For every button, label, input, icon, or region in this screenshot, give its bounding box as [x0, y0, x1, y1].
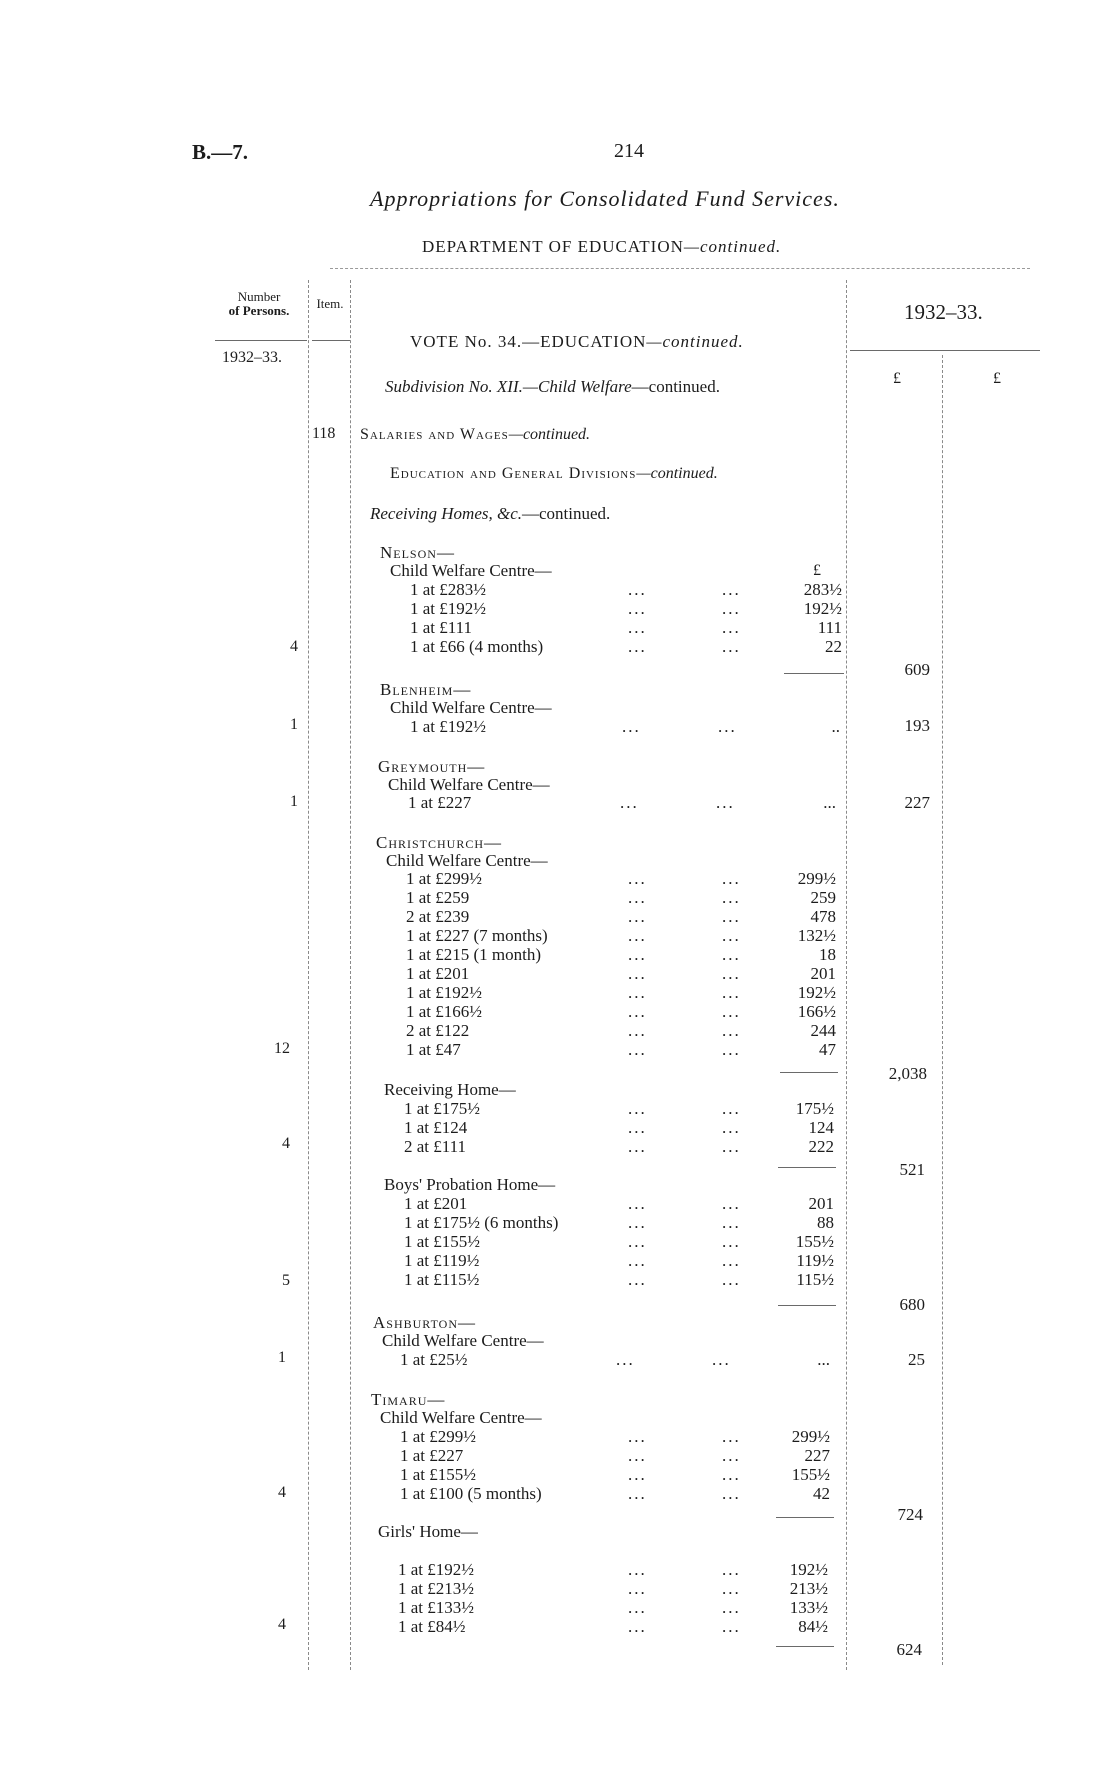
persons-header — [212, 290, 306, 318]
timaru-row-dots2: ... — [722, 1465, 741, 1484]
boys-home-row-dots2: ... — [722, 1213, 741, 1232]
nelson-centre: Child Welfare Centre— — [390, 561, 552, 580]
christchurch-row-label: 1 at £259 — [406, 888, 470, 907]
nelson-row-dots2: ... — [722, 637, 741, 656]
timaru-row-dots2: ... — [722, 1446, 741, 1465]
christchurch-row-dots2: ... — [722, 869, 741, 888]
christchurch-row-label: 1 at £215 (1 month) — [406, 945, 542, 964]
item-number: 118 — [312, 425, 336, 442]
girls-home-row-dots2: ... — [722, 1560, 741, 1579]
page-reference: B.—7. — [192, 140, 249, 164]
divisions-text: Education and General Divisions — [390, 465, 637, 482]
nelson-row-dots1: ... — [628, 637, 647, 656]
ashburton-row-dots3: ... — [817, 1350, 830, 1369]
boys-home-row-value: 201 — [808, 1194, 834, 1213]
christchurch-subtotal-rule — [780, 1072, 838, 1073]
girls-home-row-dots2: ... — [722, 1598, 741, 1617]
persons-header-line2: of Persons. — [228, 303, 290, 318]
nelson-row-label: 1 at £66 (4 months) — [410, 637, 544, 656]
nelson-row-dots1: ... — [628, 580, 647, 599]
christchurch-row-dots2: ... — [722, 1002, 741, 1021]
girls-home-total: 624 — [896, 1640, 922, 1659]
vote-title-text: VOTE No. 34.—EDUCATION — [410, 332, 647, 351]
christchurch-row-dots2: ... — [722, 983, 741, 1002]
receiving-heading — [370, 504, 610, 524]
girls-home-row-value: 133½ — [789, 1598, 828, 1617]
girls-home-row-dots1: ... — [628, 1560, 647, 1579]
vote-title-continued: —continued. — [646, 332, 744, 351]
timaru-row-label: 1 at £299½ — [400, 1427, 477, 1446]
nelson-row-value: 22 — [825, 637, 842, 656]
girls-home-centre: Girls' Home— — [378, 1522, 478, 1541]
nelson-row-label: 1 at £111 — [410, 618, 473, 637]
christchurch-row-label: 2 at £239 — [406, 907, 470, 926]
receiving-home-row-dots2: ... — [722, 1137, 741, 1156]
boys-home-row-value: 88 — [817, 1213, 834, 1232]
christchurch-row-value: 244 — [810, 1021, 836, 1040]
girls-home-row-dots2: ... — [722, 1579, 741, 1598]
receiving-home-row-label: 1 at £175½ — [404, 1099, 481, 1118]
timaru-total: 724 — [897, 1505, 923, 1524]
vote-title — [410, 332, 744, 352]
christchurch-row-dots2: ... — [722, 964, 741, 983]
total-pound-sign: £ — [993, 370, 1001, 387]
christchurch-row-label: 1 at £227 (7 months) — [406, 926, 548, 945]
christchurch-row-dots1: ... — [628, 1002, 647, 1021]
ashburton-row-dots2: ... — [712, 1350, 731, 1369]
receiving-home-row-value: 124 — [808, 1118, 834, 1137]
receiving-home-row-value: 175½ — [795, 1099, 834, 1118]
boys-home-row-label: 1 at £201 — [404, 1194, 468, 1213]
divisions-continued: —continued. — [636, 465, 718, 482]
department-heading — [422, 237, 781, 257]
timaru-row-label: 1 at £100 (5 months) — [400, 1484, 542, 1503]
timaru-row-value: 299½ — [791, 1427, 830, 1446]
salaries-heading — [360, 426, 590, 444]
timaru-row-dots2: ... — [722, 1484, 741, 1503]
receiving-home-row-dots2: ... — [722, 1099, 741, 1118]
christchurch-row-value: 192½ — [797, 983, 836, 1002]
receiving-home-row-value: 222 — [808, 1137, 834, 1156]
page-number: 214 — [614, 140, 644, 162]
greymouth-centre: Child Welfare Centre— — [388, 775, 550, 794]
department-continued: —continued. — [683, 237, 782, 256]
christchurch-row-value: 166½ — [797, 1002, 836, 1021]
item-header-rule — [312, 340, 350, 341]
item-column-rule — [350, 280, 351, 1670]
girls-home-row-dots1: ... — [628, 1617, 647, 1636]
timaru-row-label: 1 at £155½ — [400, 1465, 477, 1484]
blenheim-row-dots1: ... — [622, 717, 641, 736]
timaru-centre: Child Welfare Centre— — [380, 1408, 542, 1427]
receiving-home-centre: Receiving Home— — [384, 1080, 516, 1099]
boys-home-row-label: 1 at £115½ — [404, 1270, 480, 1289]
girls-home-row-label: 1 at £84½ — [398, 1617, 466, 1636]
greymouth-persons: 1 — [290, 793, 298, 810]
girls-home-row-label: 1 at £213½ — [398, 1579, 475, 1598]
boys-home-row-dots1: ... — [628, 1232, 647, 1251]
receiving-home-persons: 4 — [282, 1135, 290, 1152]
christchurch-row-dots1: ... — [628, 983, 647, 1002]
receiving-home-row-dots1: ... — [628, 1118, 647, 1137]
receiving-home-row-label: 1 at £124 — [404, 1118, 468, 1137]
christchurch-row-dots1: ... — [628, 888, 647, 907]
christchurch-row-dots2: ... — [722, 945, 741, 964]
christchurch-row-label: 1 at £201 — [406, 964, 470, 983]
nelson-row-value: 192½ — [803, 599, 842, 618]
receiving-home-total: 521 — [899, 1160, 925, 1179]
girls-home-row-dots1: ... — [628, 1598, 647, 1617]
detail-pound-sign: £ — [893, 370, 901, 387]
ashburton-centre: Child Welfare Centre— — [382, 1331, 544, 1350]
boys-home-row-dots1: ... — [628, 1270, 647, 1289]
christchurch-row-value: 47 — [819, 1040, 836, 1059]
nelson-row-dots2: ... — [722, 599, 741, 618]
nelson-row-dots2: ... — [722, 580, 741, 599]
timaru-row-dots1: ... — [628, 1465, 647, 1484]
boys-home-subtotal-rule — [778, 1305, 836, 1306]
christchurch-centre: Child Welfare Centre— — [386, 851, 548, 870]
girls-home-row-value: 192½ — [789, 1560, 828, 1579]
ashburton-row-label: 1 at £25½ — [400, 1350, 468, 1369]
christchurch-row-dots1: ... — [628, 926, 647, 945]
christchurch-row-dots1: ... — [628, 907, 647, 926]
christchurch-row-dots2: ... — [722, 907, 741, 926]
boys-home-persons: 5 — [282, 1272, 290, 1289]
timaru-persons: 4 — [278, 1484, 286, 1501]
nelson-persons: 4 — [290, 638, 298, 655]
subdivision-title — [385, 377, 720, 397]
girls-home-row-label: 1 at £133½ — [398, 1598, 475, 1617]
boys-home-row-value: 155½ — [795, 1232, 834, 1251]
greymouth-place: Greymouth— — [378, 757, 486, 776]
timaru-row-dots1: ... — [628, 1427, 647, 1446]
nelson-subtotal-rule — [784, 673, 844, 674]
boys-home-row-label: 1 at £175½ (6 months) — [404, 1213, 559, 1232]
timaru-row-dots1: ... — [628, 1446, 647, 1465]
girls-home-row-value: 213½ — [789, 1579, 828, 1598]
timaru-row-value: 227 — [804, 1446, 830, 1465]
christchurch-row-dots1: ... — [628, 1021, 647, 1040]
nelson-row-label: 1 at £283½ — [410, 580, 487, 599]
greymouth-row-dots3: ... — [823, 793, 836, 812]
timaru-row-dots1: ... — [628, 1484, 647, 1503]
boys-home-row-dots1: ... — [628, 1251, 647, 1270]
girls-home-row-value: 84½ — [798, 1617, 828, 1636]
girls-home-row-dots1: ... — [628, 1579, 647, 1598]
christchurch-row-dots1: ... — [628, 1040, 647, 1059]
receiving-continued: —continued. — [522, 504, 611, 523]
nelson-row-dots2: ... — [722, 618, 741, 637]
christchurch-row-label: 1 at £166½ — [406, 1002, 483, 1021]
nelson-total: 609 — [904, 660, 930, 679]
blenheim-row-dots2: ... — [718, 717, 737, 736]
girls-home-persons: 4 — [278, 1616, 286, 1633]
christchurch-row-label: 1 at £192½ — [406, 983, 483, 1002]
ashburton-row-dots1: ... — [616, 1350, 635, 1369]
christchurch-row-value: 201 — [810, 964, 836, 983]
blenheim-persons: 1 — [290, 716, 298, 733]
boys-home-row-dots2: ... — [722, 1232, 741, 1251]
boys-home-row-dots1: ... — [628, 1213, 647, 1232]
christchurch-persons: 12 — [274, 1040, 290, 1057]
blenheim-row-dots3: .. — [831, 717, 840, 736]
ashburton-persons: 1 — [278, 1349, 286, 1366]
nelson-pound: £ — [813, 562, 821, 579]
receiving-home-row-dots2: ... — [722, 1118, 741, 1137]
christchurch-row-value: 132½ — [797, 926, 836, 945]
year-header-rule — [850, 350, 1040, 351]
header-rule — [330, 268, 1030, 269]
boys-home-row-dots2: ... — [722, 1194, 741, 1213]
salaries-text: Salaries and Wages — [360, 426, 509, 443]
boys-home-row-dots2: ... — [722, 1270, 741, 1289]
greymouth-row-dots2: ... — [716, 793, 735, 812]
detail-column-rule — [846, 280, 847, 1670]
christchurch-row-dots2: ... — [722, 926, 741, 945]
boys-home-row-label: 1 at £119½ — [404, 1251, 480, 1270]
greymouth-row-dots1: ... — [620, 793, 639, 812]
christchurch-row-dots2: ... — [722, 1040, 741, 1059]
page-title: Appropriations for Consolidated Fund Services. — [370, 186, 840, 211]
christchurch-row-value: 299½ — [797, 869, 836, 888]
blenheim-place: Blenheim— — [380, 680, 472, 699]
receiving-home-row-dots1: ... — [628, 1137, 647, 1156]
timaru-row-value: 42 — [813, 1484, 830, 1503]
total-column-rule — [942, 355, 943, 1665]
boys-home-row-dots1: ... — [628, 1194, 647, 1213]
boys-home-row-value: 115½ — [796, 1270, 834, 1289]
greymouth-row-label: 1 at £227 — [408, 793, 472, 812]
greymouth-total: 227 — [904, 793, 930, 812]
persons-column-rule — [308, 280, 309, 1670]
christchurch-row-label: 1 at £47 — [406, 1040, 461, 1059]
christchurch-row-dots1: ... — [628, 945, 647, 964]
timaru-row-label: 1 at £227 — [400, 1446, 464, 1465]
ashburton-place: Ashburton— — [373, 1313, 477, 1332]
nelson-row-label: 1 at £192½ — [410, 599, 487, 618]
receiving-text: Receiving Homes, &c. — [370, 504, 522, 523]
christchurch-row-label: 2 at £122 — [406, 1021, 470, 1040]
year-header: 1932–33. — [904, 300, 983, 324]
receiving-home-subtotal-rule — [778, 1167, 836, 1168]
blenheim-centre: Child Welfare Centre— — [390, 698, 552, 717]
boys-home-centre: Boys' Probation Home— — [384, 1175, 556, 1194]
christchurch-row-dots2: ... — [722, 1021, 741, 1040]
girls-home-row-dots2: ... — [722, 1617, 741, 1636]
receiving-home-row-dots1: ... — [628, 1099, 647, 1118]
nelson-place: Nelson— — [380, 543, 455, 562]
ashburton-total: 25 — [908, 1350, 925, 1369]
salaries-continued: —continued. — [508, 426, 591, 443]
boys-home-row-dots2: ... — [722, 1251, 741, 1270]
subdivision-text: Subdivision No. XII.—Child Welfare — [385, 377, 632, 396]
blenheim-total: 193 — [904, 716, 930, 735]
timaru-place: Timaru— — [371, 1390, 446, 1409]
nelson-row-dots1: ... — [628, 618, 647, 637]
item-header: Item. — [316, 296, 344, 311]
christchurch-row-dots1: ... — [628, 964, 647, 983]
subdivision-continued: —continued. — [631, 377, 720, 396]
nelson-row-value: 283½ — [803, 580, 842, 599]
boys-home-row-label: 1 at £155½ — [404, 1232, 481, 1251]
persons-year: 1932–33. — [222, 349, 282, 366]
boys-home-row-value: 119½ — [796, 1251, 834, 1270]
divisions-heading — [390, 465, 718, 483]
nelson-row-dots1: ... — [628, 599, 647, 618]
timaru-row-dots2: ... — [722, 1427, 741, 1446]
christchurch-total: 2,038 — [888, 1064, 927, 1083]
receiving-home-row-label: 2 at £111 — [404, 1137, 467, 1156]
timaru-row-value: 155½ — [791, 1465, 830, 1484]
persons-header-rule — [215, 340, 307, 341]
timaru-subtotal-rule — [776, 1517, 834, 1518]
christchurch-row-dots2: ... — [722, 888, 741, 907]
christchurch-row-label: 1 at £299½ — [406, 869, 483, 888]
christchurch-place: Christchurch— — [376, 833, 503, 852]
girls-home-subtotal-rule — [776, 1646, 834, 1647]
department-name: DEPARTMENT OF EDUCATION — [422, 237, 684, 256]
christchurch-row-value: 259 — [810, 888, 836, 907]
nelson-row-value: 111 — [817, 618, 842, 637]
girls-home-row-label: 1 at £192½ — [398, 1560, 475, 1579]
blenheim-row-label: 1 at £192½ — [410, 717, 487, 736]
christchurch-row-value: 478 — [810, 907, 836, 926]
persons-header-line1: Number — [237, 289, 281, 304]
christchurch-row-dots1: ... — [628, 869, 647, 888]
christchurch-row-value: 18 — [819, 945, 836, 964]
boys-home-total: 680 — [899, 1295, 925, 1314]
